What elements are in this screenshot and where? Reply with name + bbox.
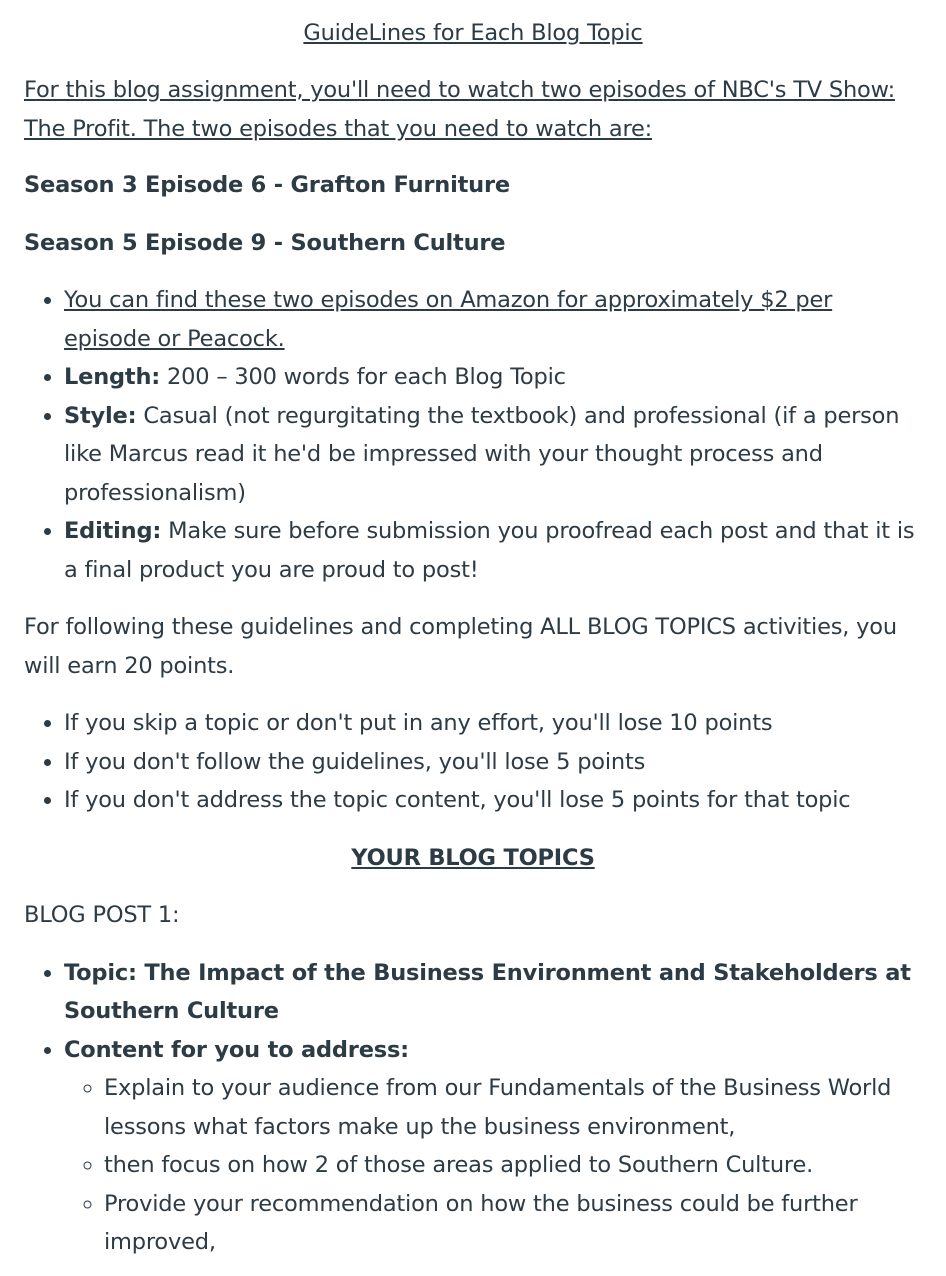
list-item: • If you don't address the topic content, you'll lose 5 points for that topic xyxy=(64,781,922,820)
list-item xyxy=(64,1031,922,1262)
blog-post-1-label: BLOG POST 1: xyxy=(24,902,180,928)
list-item: ◦ then focus on how 2 of those areas applied to Southern Culture. xyxy=(104,1146,922,1185)
list-item xyxy=(64,512,922,589)
list-item: • If you don't follow the guidelines, you'll lose 5 points xyxy=(64,743,922,782)
guidelines-list xyxy=(24,281,922,589)
list-item: • If you skip a topic or don't put in any effort, you'll lose 10 points xyxy=(64,704,922,743)
episode-2: Season 5 Episode 9 - Southern Culture xyxy=(24,229,506,256)
penalties-list xyxy=(24,704,922,820)
page-title: GuideLines for Each Blog Topic xyxy=(303,20,643,46)
list-item xyxy=(64,954,922,1031)
points-paragraph: For following these guidelines and completing ALL BLOG TOPICS activities, you will earn 20 points. xyxy=(24,614,897,679)
blog-post-1-topic: Topic: The Impact of the Business Environment and Stakeholders at Southern Culture xyxy=(64,959,911,1024)
content-sublist xyxy=(64,1069,922,1262)
list-item xyxy=(64,397,922,513)
intro-paragraph: For this blog assignment, you'll need to watch two episodes of NBC's TV Show: The Profit. The two episodes that you need to watch are: xyxy=(24,77,895,142)
style-label: Style: xyxy=(64,402,137,429)
list-item xyxy=(64,281,922,358)
content-label: Content for you to address: xyxy=(64,1036,409,1063)
blog-post-1-list xyxy=(24,954,922,1262)
editing-text: Make sure before submission you proofread each post and that it is a final product you are proud to post! xyxy=(64,518,915,583)
topics-heading: YOUR BLOG TOPICS xyxy=(351,844,595,871)
list-item xyxy=(64,358,922,397)
availability-text: You can find these two episodes on Amazon for approximately $2 per episode or Peacock. xyxy=(64,287,833,352)
style-text: Casual (not regurgitating the textbook) and professional (if a person like Marcus read it he'd be impressed with your thought process and professionalism) xyxy=(64,402,900,506)
list-item: ◦ Provide your recommendation on how the business could be further improved, xyxy=(104,1185,922,1262)
length-text: 200 – 300 words for each Blog Topic xyxy=(160,364,566,390)
length-label: Length: xyxy=(64,364,161,390)
editing-label: Editing: xyxy=(64,518,162,544)
list-item: ◦ Explain to your audience from our Fundamentals of the Business World lessons what factors make up the business environment, xyxy=(104,1069,922,1146)
episode-1: Season 3 Episode 6 - Grafton Furniture xyxy=(24,172,510,198)
